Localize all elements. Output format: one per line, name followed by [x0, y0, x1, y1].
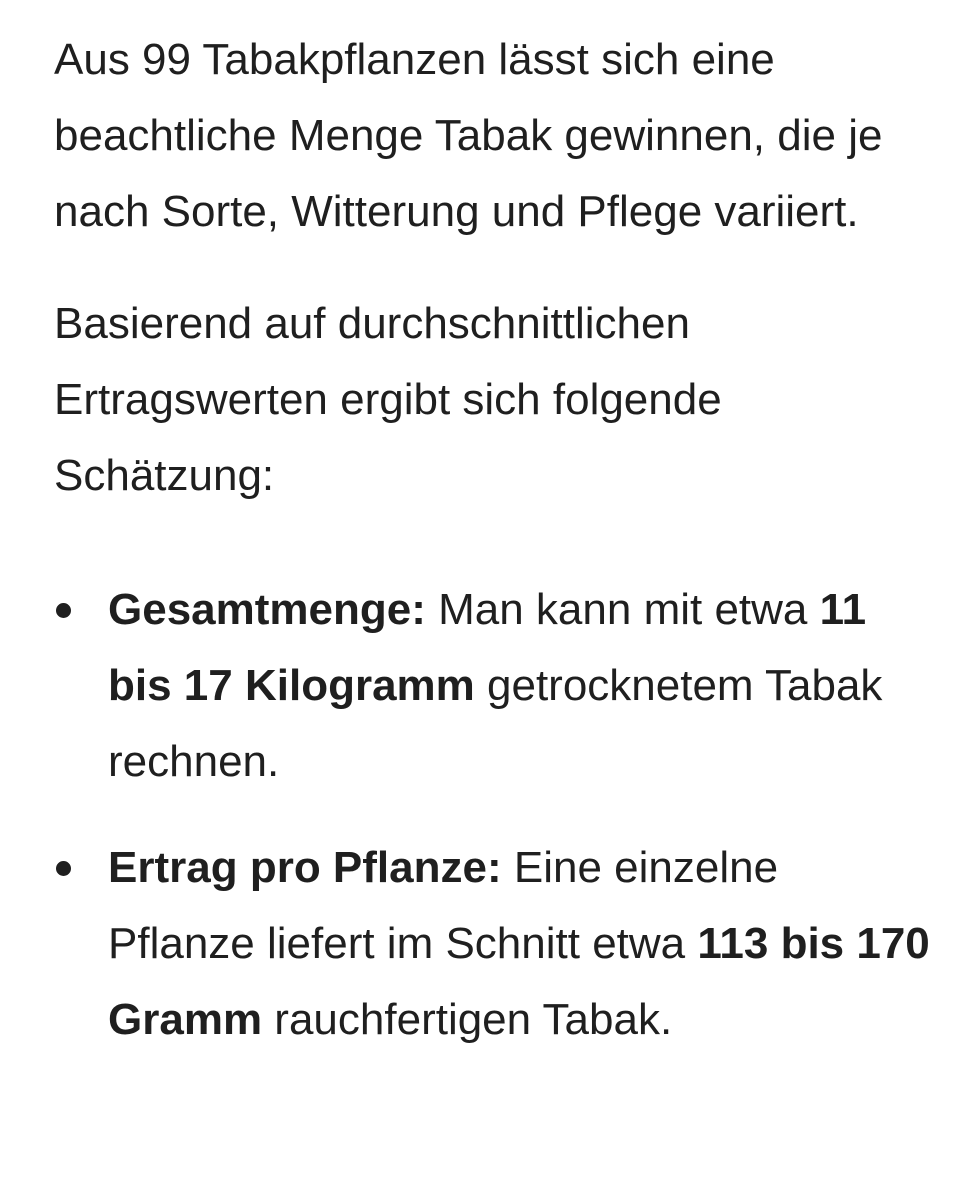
list-item-total: [54, 572, 934, 800]
bullet-text: Eine einzelne Pflanze liefert im Schnitt etwa: [108, 843, 779, 968]
bullet-text: rauchfertigen Tabak.: [262, 995, 673, 1044]
intro-paragraph: Aus 99 Tabakpflanzen lässt sich eine beachtliche Menge Tabak gewinnen, die je nach Sorte, Witterung und Pflege variiert.: [54, 35, 883, 236]
bullet-label: Gesamtmenge:: [108, 585, 426, 634]
bullet-icon: [56, 603, 71, 618]
list-item-per-plant: [54, 830, 934, 1058]
bullet-highlight: 11 bis 17 Kilogramm: [108, 585, 867, 710]
bullet-highlight: 113 bis 170 Gramm: [108, 919, 930, 1044]
bullet-label: Ertrag pro Pflanze:: [108, 843, 502, 892]
estimate-paragraph: Basierend auf durchschnittlichen Ertragswerten ergibt sich folgende Schätzung:: [54, 299, 722, 500]
bullet-text: Man kann mit etwa: [425, 585, 820, 634]
bullet-text: getrocknetem Tabak rechnen.: [108, 661, 883, 786]
bullet-icon: [56, 861, 71, 876]
estimate-list: [54, 572, 934, 1058]
answer-content: [54, 22, 934, 1058]
